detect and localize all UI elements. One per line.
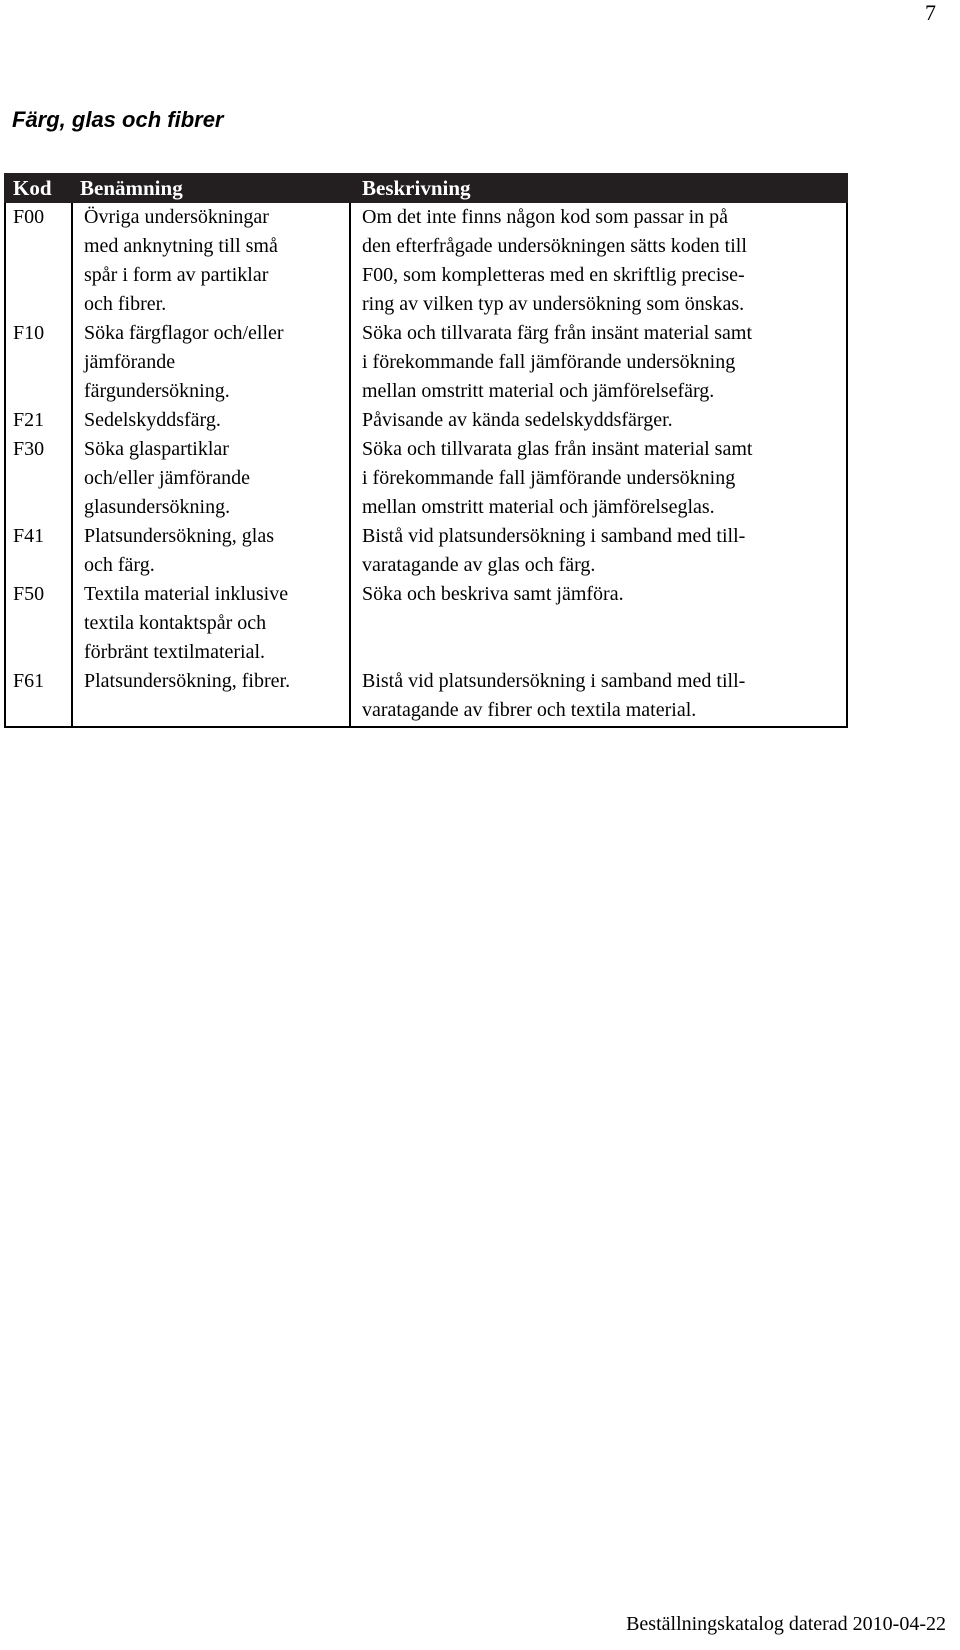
row-beskrivning: Söka och tillvarata glas från insänt material samt i förekommande fall jämförande undersökning mellan omstritt material och jämförelseglas. xyxy=(350,435,847,522)
row-benamning: Söka färgflagor och/eller jämförande färgundersökning. xyxy=(72,319,350,406)
row-beskrivning: Söka och beskriva samt jämföra. xyxy=(350,580,847,667)
row-benamning: Textila material inklusive textila kontaktspår och förbränt textilmaterial. xyxy=(72,580,350,667)
row-kod: F50 xyxy=(5,580,72,667)
section-heading: Färg, glas och fibrer xyxy=(12,107,224,132)
row-kod: F30 xyxy=(5,435,72,522)
row-kod: F41 xyxy=(5,522,72,580)
row-benamning: Övriga undersökningar med anknytning till små spår i form av partiklar och fibrer. xyxy=(72,203,350,319)
row-beskrivning: Om det inte finns någon kod som passar in på den efterfrågade undersökningen sätts koden till F00, som kompletteras med en skriftlig precise- ring av vilken typ av undersökning som önskas. xyxy=(350,203,847,319)
row-benamning: Platsundersökning, glas och färg. xyxy=(72,522,350,580)
row-kod: F10 xyxy=(5,319,72,406)
row-beskrivning: Bistå vid platsundersökning i samband med till- varatagande av glas och färg. xyxy=(350,522,847,580)
footer-catalog-date: Beställningskatalog daterad 2010-04-22 xyxy=(626,1613,946,1635)
table-row xyxy=(5,319,847,406)
header-beskrivning: Beskrivning xyxy=(350,173,847,203)
table-row xyxy=(5,667,847,727)
table-row xyxy=(5,580,847,667)
table-row xyxy=(5,406,847,435)
row-benamning: Sedelskyddsfärg. xyxy=(72,406,350,435)
row-benamning: Söka glaspartiklar och/eller jämförande glasundersökning. xyxy=(72,435,350,522)
row-beskrivning: Bistå vid platsundersökning i samband med till- varatagande av fibrer och textila material. xyxy=(350,667,847,727)
table-row xyxy=(5,522,847,580)
page-number: 7 xyxy=(925,0,936,25)
table-row xyxy=(5,203,847,319)
row-kod: F00 xyxy=(5,203,72,319)
header-kod: Kod xyxy=(5,173,72,203)
row-kod: F61 xyxy=(5,667,72,727)
header-benamning: Benämning xyxy=(72,173,350,203)
row-benamning: Platsundersökning, fibrer. xyxy=(72,667,350,727)
row-kod: F21 xyxy=(5,406,72,435)
row-beskrivning: Påvisande av kända sedelskyddsfärger. xyxy=(350,406,847,435)
table-row xyxy=(5,435,847,522)
table-header-row xyxy=(5,173,847,203)
catalog-table xyxy=(4,173,848,728)
row-beskrivning: Söka och tillvarata färg från insänt material samt i förekommande fall jämförande undersökning mellan omstritt material och jämförelsefärg. xyxy=(350,319,847,406)
